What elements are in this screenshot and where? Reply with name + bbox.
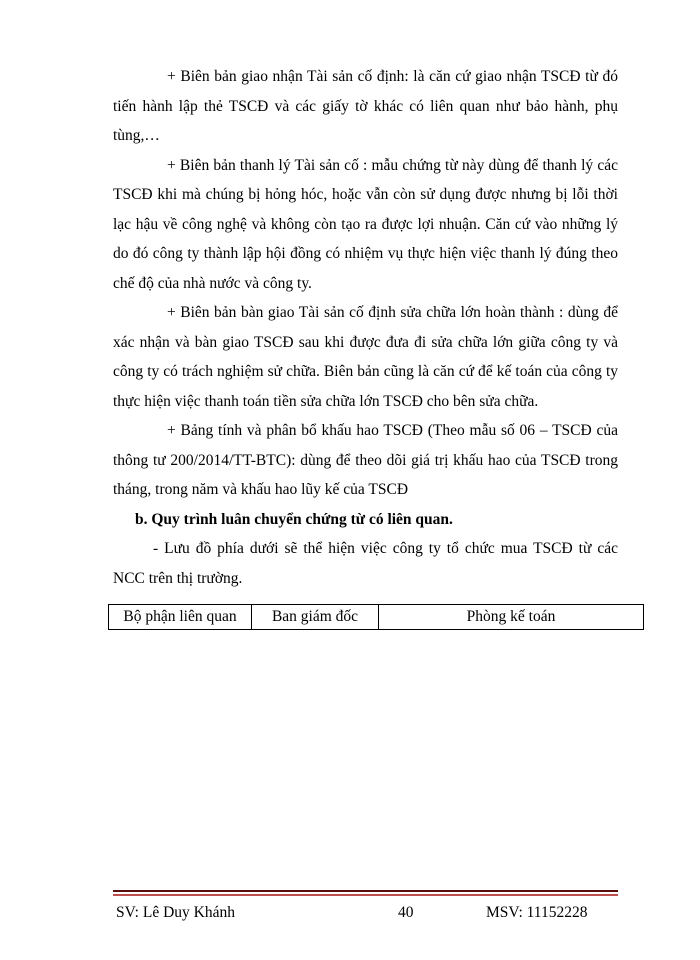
footer-line-dark [113,890,618,892]
footer-page-number: 40 [398,904,414,921]
column-header-board-of-directors: Ban giám đốc [252,605,379,630]
footer-student-id: MSV: 11152228 [486,904,588,921]
paragraph-handover-record: + Biên bản giao nhận Tài sản cố định: là căn cứ giao nhận TSCĐ từ đó tiến hành lập thẻ TSCĐ và các giấy tờ khác có liên quan như bảo hành, phụ tùng,… [113,68,618,144]
document-body [113,62,618,593]
footer-line-red [113,894,618,896]
flowchart-header-table [108,604,644,630]
paragraph-liquidation-record: + Biên bản thanh lý Tài sản cố : mẫu chứng từ này dùng để thanh lý các TSCĐ khi mà chúng bị hỏng hóc, hoặc vẫn còn sử dụng được nhưng bị lỗi thời lạc hậu về công nghệ và không còn tạo ra được lợi nhuận. Căn cứ vào những lý do đó công ty thành lập hội đồng có nhiệm vụ thực hiện việc thanh lý đúng theo chế độ của nhà nước và công ty. [113,156,618,292]
flowchart-note: - Lưu đồ phía dưới sẽ thể hiện việc công ty tổ chức mua TSCĐ từ các NCC trên thị trường. [113,540,618,587]
column-header-related-dept: Bộ phận liên quan [109,605,252,630]
footer-divider [113,890,618,896]
table-row [109,605,644,630]
column-header-accounting-dept: Phòng kế toán [379,605,644,630]
paragraph-depreciation-table: + Bảng tính và phân bổ khấu hao TSCĐ (Theo mẫu số 06 – TSCĐ của thông tư 200/2014/TT-BTC): dùng để theo dõi giá trị khấu hao của TSCĐ trong tháng, trong năm và khấu hao lũy kế của TSCĐ [113,422,618,498]
section-heading: b. Quy trình luân chuyển chứng từ có liên quan. [135,510,453,528]
footer-student-name: SV: Lê Duy Khánh [116,904,235,921]
page-footer [116,904,611,924]
paragraph-repair-handover-record: + Biên bản bàn giao Tài sản cố định sửa chữa lớn hoàn thành : dùng để xác nhận và bàn giao TSCĐ sau khi được đưa đi sửa chữa lớn giữa công ty và công ty có trách nghiệm sử chữa. Biên bản cũng là căn cứ để kế toán của công ty thực hiện việc thanh toán tiền sửa chữa lớn TSCĐ cho bên sửa chữa. [113,304,618,410]
